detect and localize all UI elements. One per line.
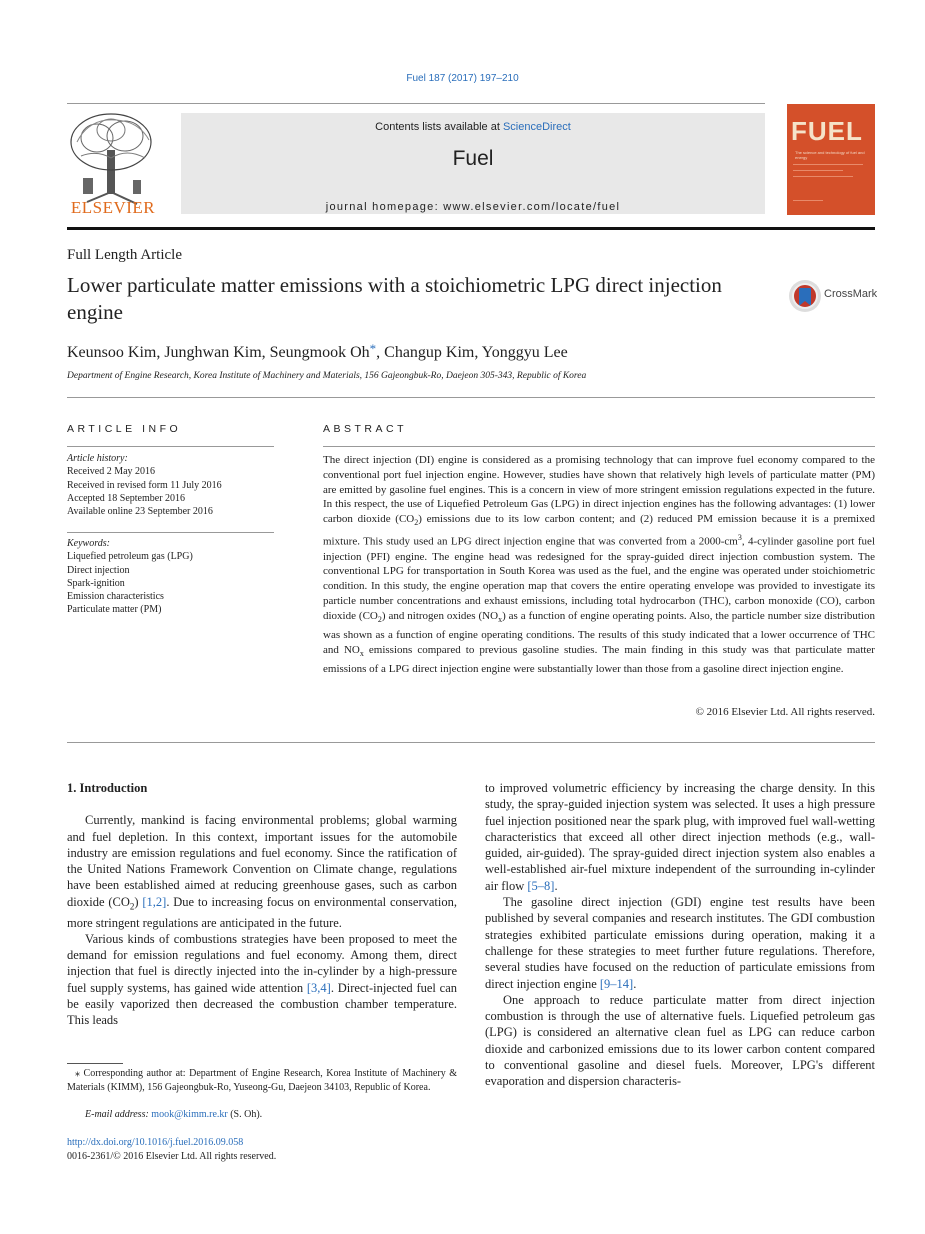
journal-homepage[interactable]: journal homepage: www.elsevier.com/locate/fuel [325, 201, 621, 213]
sciencedirect-link[interactable]: ScienceDirect [502, 121, 571, 133]
abstract-copyright: © 2016 Elsevier Ltd. All rights reserved. [695, 706, 875, 718]
email-link[interactable]: mook@kimm.re.kr [151, 1109, 228, 1120]
intro-heading: 1. Introduction [67, 781, 148, 795]
issn-copyright: 0016-2361/© 2016 Elsevier Ltd. All rights reserved. [67, 1151, 277, 1162]
keywords-rule [67, 532, 274, 533]
corresponding-author-footnote [67, 1067, 457, 1094]
abstract-text [323, 453, 875, 676]
body-paragraph: One approach to reduce particulate matter from direct injection combustion is through the use of alternative fuels. Liquefied petroleum gas (LPG) is considered an alternative clean fuel as LPG can reduce carbon dioxide and carbonized emissions due to its lower carbon content compared to conventional gasoline and diesel fuels. Moreover, LPG's different evaporation and dispersion characteris- [485, 992, 875, 1089]
elsevier-wordmark: ELSEVIER [70, 198, 156, 217]
authors-rest: , Changup Kim, Yonggyu Lee [376, 344, 568, 361]
body-paragraph [67, 812, 457, 931]
text-segment: ) [134, 894, 143, 909]
body-right-column [485, 780, 875, 1090]
body-paragraph [485, 780, 875, 894]
contents-prefix: Contents lists available at [375, 121, 503, 133]
contents-line [181, 121, 765, 133]
reference-link[interactable]: [3,4] [306, 980, 331, 995]
abstract-segment: The direct injection (DI) engine is considered as a promising technology that can improve fuel economy compared to the conventional port fuel injection engine. However, studies have shown that relatively high levels of particulate matter (PM) are emitted by gasoline fuel engines. This is a concern in view of more stringent emission regulations expected in the future. In this respect, the use of Liquefied Petroleum Gas (LPG) in direct injection engines has the following advantages: (1) lower carbon dioxide (CO [323, 454, 875, 526]
history-item: Available online 23 September 2016 [67, 506, 213, 518]
subscript: 2 [129, 901, 135, 912]
article-title: Lower particulate matter emissions with a stoichiometric LPG direct injection engine [67, 273, 722, 324]
history-label: Article history: [67, 453, 128, 464]
history-item: Received in revised form 11 July 2016 [67, 479, 222, 491]
email-footnote [85, 1108, 457, 1122]
footnote-text: Corresponding author at: Department of Engine Research, Korea Institute of Machinery & Materials (KIMM), 156 Gajeongbuk-Ro, Yuseong-Gu, Daejeon 34103, Republic of Korea. [67, 1068, 457, 1093]
article-history [67, 452, 277, 518]
article-info-heading: ARTICLE INFO [67, 423, 182, 435]
journal-cover-thumbnail[interactable] [787, 104, 875, 215]
footnote-rule [67, 1063, 123, 1064]
cover-rule [793, 176, 853, 177]
abstract-segment: ) as a function of engine operating points. Also, the particle number size distribution was shown as a function of engine operating conditions. The results of this study indicated that a lower occurrence of THC and NO [323, 609, 875, 656]
text-segment: . [633, 976, 637, 991]
cover-subtitle: The science and technology of fuel and energy [795, 150, 865, 160]
cover-rule [793, 164, 863, 165]
reference-link[interactable]: [9–14] [599, 976, 634, 991]
abstract-segment: emissions compared to previous gasoline studies. The main finding in this study was that particulate matter emissions of a LPG direct injection engine were substantially lower than those from a gasoline direct injection engine. [323, 643, 875, 675]
keywords-label: Keywords: [67, 538, 110, 549]
subscript: 2 [377, 615, 382, 624]
subscript: x [359, 648, 364, 658]
journal-name: Fuel [452, 147, 494, 170]
email-label: E-mail address: [85, 1109, 152, 1120]
doi-link[interactable]: http://dx.doi.org/10.1016/j.fuel.2016.09.058 [67, 1137, 244, 1148]
section-divider [67, 742, 875, 743]
journal-banner [181, 113, 765, 214]
abstract-rule [323, 446, 875, 447]
reference-link[interactable]: [5–8] [527, 878, 555, 893]
author-affiliation: Department of Engine Research, Korea Institute of Machinery and Materials, 156 Gajeongbuk-Ro, Daejeon 305-343, Republic of Korea [67, 371, 587, 381]
abstract-segment: ) and nitrogen oxides (NO [381, 609, 499, 622]
authors-first: Keunsoo Kim, Junghwan Kim, Seungmook Oh [67, 344, 370, 361]
subscript: x [498, 615, 503, 624]
text-segment: . Direct-injected fuel can be easily vaporized then decreased the combustion chamber temperature. This leads [67, 980, 457, 1028]
crossmark-label: CrossMark [824, 288, 878, 300]
text-segment: . Due to increasing focus on environmental conservation, more stringent regulations are anticipated in the future. [67, 894, 457, 930]
keyword-item: Spark-ignition [67, 577, 125, 589]
corresponding-author-mark[interactable]: * [369, 341, 377, 356]
section-divider [67, 397, 875, 398]
cover-title: FUEL [791, 116, 863, 146]
keywords-list [67, 537, 277, 617]
footnote-mark: ⁎ [75, 1068, 80, 1079]
superscript: 3 [737, 533, 742, 543]
journal-citation-link[interactable]: Fuel 187 (2017) 197–210 [406, 73, 519, 84]
text-segment: Currently, mankind is facing environmental problems; global warming and fuel depletion. In this context, important issues for the automobile industry are emission regulations and fuel economy. Since the ratification of the United Nations Framework Convention on Climate change, regulations have been established aimed at reducing greenhouse gases, such as carbon dioxide (CO [67, 813, 457, 909]
cover-rule [793, 200, 823, 201]
text-segment: Various kinds of combustions strategies have been proposed to meet the demand for emission regulations and fuel economy. Among them, direct injection that fuel is directly injected into the in-cylinder by a high-pressure fuel supply systems, has gained wide attention [67, 931, 457, 995]
abstract-segment: ) emissions due to its low carbon content; and (2) reduced PM emission because it is a premixed mixture. This study used an LPG direct injection engine that was converted from a 2000-cm [323, 513, 875, 548]
body-paragraph [67, 931, 457, 1029]
header-top-rule [67, 103, 765, 104]
author-list [67, 341, 568, 362]
crossmark-badge[interactable] [788, 279, 878, 313]
header-thick-rule [67, 227, 875, 230]
article-type: Full Length Article [67, 247, 182, 263]
subscript: 2 [414, 518, 419, 528]
reference-link[interactable]: [1,2] [142, 894, 167, 909]
keyword-item: Liquefied petroleum gas (LPG) [67, 551, 193, 563]
abstract-heading: ABSTRACT [323, 423, 408, 435]
keyword-item: Particulate matter (PM) [67, 604, 162, 616]
body-left-column [67, 780, 457, 1029]
cover-rule [793, 170, 843, 171]
email-suffix: (S. Oh). [227, 1109, 263, 1120]
history-item: Received 2 May 2016 [67, 466, 156, 478]
text-segment: . [554, 878, 558, 893]
crossmark-icon [788, 279, 822, 313]
abstract-segment: , 4-cylinder gasoline port fuel injection (PFI) engine. The engine head was redesigned for the spray-guided direct injection combustion system. The conventional LPG for transportation in South Korea was used as the fuel, and the engine was operated under stoichiometric condition. In this study, the engine operation map that covers the entire operating envelope was provided to investigate its particle number concentrations and exhaust emissions, including total hydrocarbon (THC), carbon monoxide (CO), carbon dioxide (CO [323, 535, 875, 622]
text-segment: The gasoline direct injection (GDI) engine test results have been published by several companies and research institutes. The GDI combustion strategies exhibited particulate emissions during operation, making it a challenge for these strategies to meet further future regulations. Therefore, several studies have focused on the reduction of particulate emissions from direct injection engine [485, 895, 875, 991]
keyword-item: Emission characteristics [67, 591, 164, 603]
article-info-rule [67, 446, 274, 447]
body-paragraph [485, 894, 875, 992]
doi-block [67, 1136, 276, 1164]
history-item: Accepted 18 September 2016 [67, 492, 186, 504]
keyword-item: Direct injection [67, 564, 130, 576]
text-segment: to improved volumetric efficiency by increasing the charge density. In this study, the spray-guided injection system was selected. It uses a high pressure fuel injection positioned near the spark plug, with improved fuel wall-wetting characteristics that exceed all other direct injection methods (e.g., wall-guided, air-guided). The spray-guided direct injection system also enables a well-established air-fuel mixture independent of the surrounding in-cylinder air flow [485, 781, 875, 893]
